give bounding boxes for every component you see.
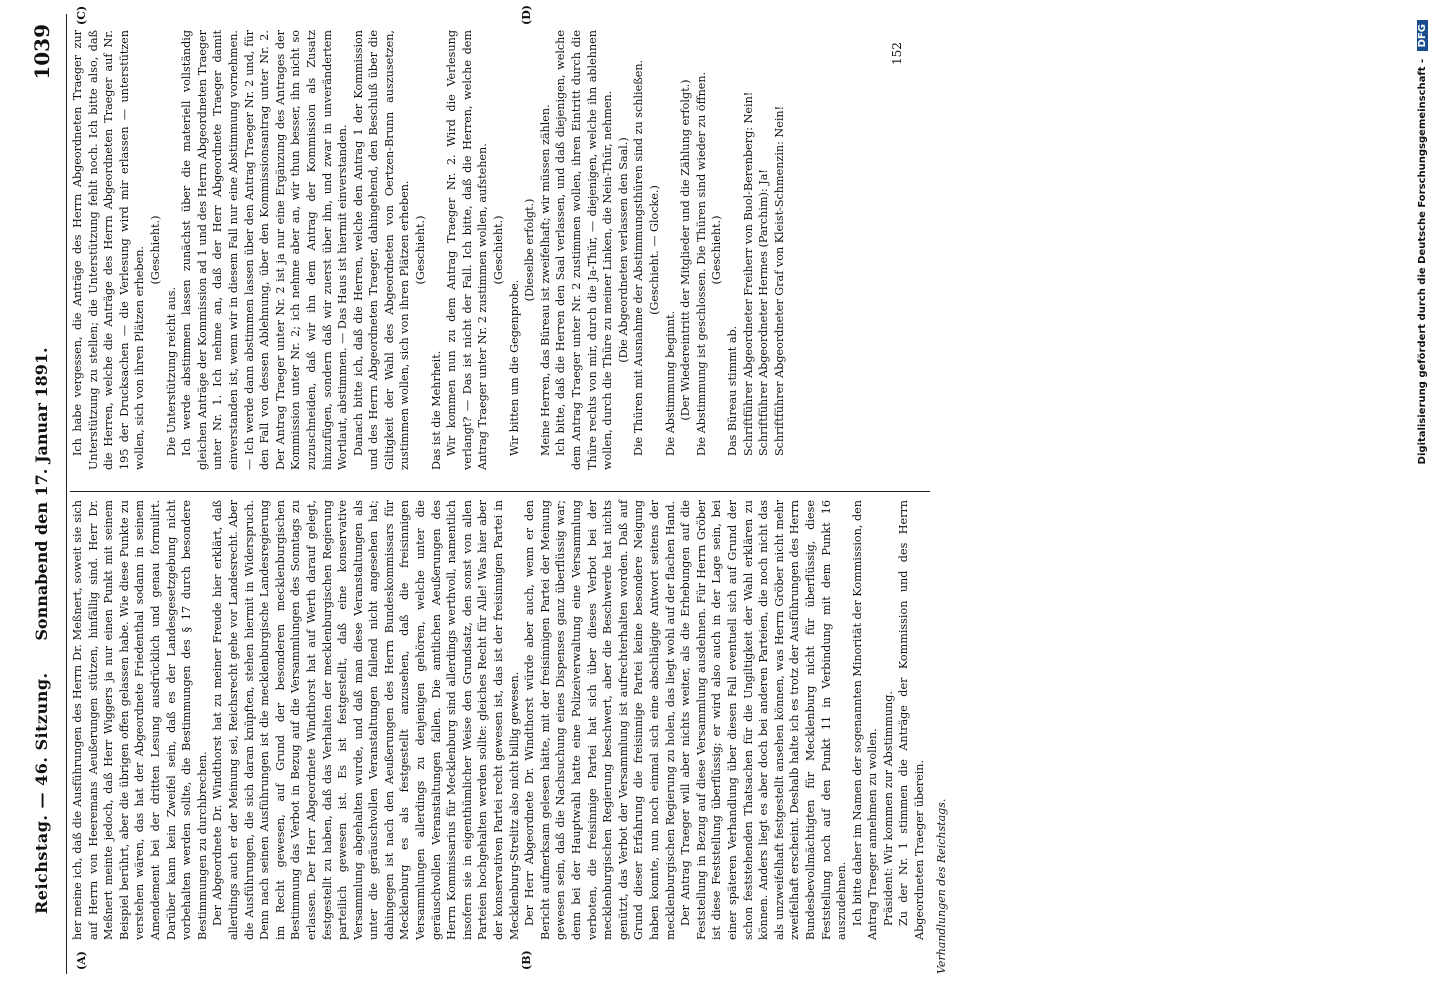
paragraph: Der Antrag Traeger will aber nichts weiter, als die Erhebungen auf die Feststellung in Bezug auf diese Versammlung ausdehnen. Für Herrn Gröber ist diese Feststellung überflüssig; er wird also auch in der Lage sein, bei einer späteren Verhandlung über diesen Fall eventuell sich auf Grund der schon feststehenden Thatsachen für die Ungiltigkeit der Wahl erklären zu können. Anders liegt es aber doch bei anderen Parteien, die noch nicht das als unzweifelhaft festgestellt ansehen können, was Herrn Gröber nicht mehr zweifelhaft erscheint. Deshalb halte ich es trotz der Ausführungen des Herrn Bundesbevollmächtigten für Mecklenburg nicht für überflüssig, diese Feststellung noch auf den Punkt 11 in Verbindung mit dem Punkt 16 auszudehnen.	[679, 500, 849, 940]
stage-direction: (Geschieht.)	[148, 215, 162, 285]
paragraph: Präsident: Wir kommen zur Abstimmung.	[881, 691, 895, 926]
paragraph: Meine Herren, das Büreau ist zweifelhaft; wir müssen zählen.	[538, 104, 552, 456]
paragraph: Schriftführer Abgeordneter Freiherr von Buol-Berenberg: Nein!	[741, 91, 755, 456]
header-session: Reichstag. — 46. Sitzung.	[32, 672, 51, 914]
paragraph: Die Abstimmung beginnt.	[663, 310, 677, 456]
paragraph: Wir bitten um die Gegenprobe.	[507, 279, 521, 456]
paragraph: Der Herr Abgeordnete Dr. Windthorst würde aber auch, wenn er den Bericht aufmerksam gelesen hätte, mit der freisinnigen Partei der Meinung gewesen sein, daß die Nachsuchung eines Dispenses ganz überflüssig war; denn bei der Hauptwahl hatte eine Polizeiverwaltung eine Versammlung verboten, die freisinnige Partei hat sich über dieses Verbot bei der mecklenburgischen Regierung beschwert, aber die Beschwerde hat nichts genützt, das Verbot der Versammlung ist aufrechterhalten worden. Daß auf Grund dieser Erfahrung die freisinnige Partei keine besondere Neigung haben konnte, nun noch einmal sich eine abschlägige Antwort seitens der mecklenburgischen Regierung zu holen, das liegt wohl auf der flachen Hand.	[523, 500, 677, 940]
stage-direction: (Geschieht.)	[492, 215, 506, 285]
paragraph: Die Thüren mit Ausnahme der Abstimmungsthüren sind zu schließen.	[632, 59, 646, 456]
paragraph: Schriftführer Abgeordneter Hermes (Parchim): Ja!	[757, 169, 771, 456]
paragraph: Der Abgeordnete Dr. Windthorst hat zu meiner Freude hier erklärt, daß allerdings auch er der Meinung sei, Reichsrecht gehe vor Landesrecht. Aber die Ausführungen, die sich daran knüpften, stehen hiermit in Widerspruch. Denn nach seinen Ausführungen ist die mecklenburgische Landesregierung im Recht gewesen, auf Grund der besonderen mecklenburgischen Bestimmung das Verbot in Bezug auf die Versammlungen des Sonntags zu erlassen. Der Herr Abgeordnete Windthorst hat auf Werth darauf gelegt, festgestellt zu haben, daß das Verhalten der mecklenburgischen Regierung parteilich gewesen ist. Es ist festgestellt, daß eine konservative Versammlung abgehalten wurde, und daß man diese Veranstaltungen als unter die geräuschvollen Veranstaltungen fallend nicht angesehen hat; dahingegen ist nach den Aeußerungen des Herrn Bundeskommissars für Mecklenburg es als festgestellt anzusehen, daß die freisinnigen Versammlungen allerdings zu denjenigen gehören, welche unter die geräuschvollen Veranstaltungen fallen. Die amtlichen Aeußerungen des Herrn Kommissarius für Mecklenburg sind allerdings werthvoll, namentlich insofern sie in eigenthümlicher Weise den Grundsatz, den sonst von allen Parteien hochgehalten werden sollte: gleiches Recht für Alle! Was hier aber der konservativen Partei recht gewesen ist, das ist der freisinnigen Partei in Mecklenburg-Strelitz also nicht billig gewesen.	[211, 500, 521, 940]
stage-direction: (Der Wiedereintritt der Mitglieder und die Zählung erfolgt.)	[679, 79, 693, 421]
paragraph: Ich habe vergessen, die Anträge des Herrn Abgeordneten Traeger zur Unterstützung zu stellen; die Unterstützung fehlt noch. Ich bitte also, daß die Herren, welche die Anträge des Herrn Abgeordneten Traeger auf Nr. 195 der Drucksachen — die Verlesung wird mir erlassen — unterstützen wollen, sich von ihren Plätzen erheben.	[71, 30, 147, 470]
header-page-number: 1039	[30, 24, 54, 80]
stage-direction: (Geschieht. — Glocke.)	[647, 185, 661, 315]
margin-marker-d: (D)	[520, 5, 533, 25]
stage-direction: (Die Abgeordneten verlassen den Saal.)	[616, 137, 630, 363]
header-date: Sonnabend den 17. Januar 1891.	[32, 347, 51, 641]
paragraph: Das ist die Mehrheit.	[429, 350, 443, 470]
left-column	[70, 500, 932, 940]
footer-note: Verhandlungen des Reichstags.	[935, 798, 948, 974]
paragraph: Ich bitte, daß die Herren den Saal verlassen, und daß diejenigen, welche dem Antrag Traeger unter Nr. 2 zustimmen wollen, ihren Eintritt durch die Thüre rechts von mir, durch die Ja-Thür, — diejenigen, welche ihn ablehnen wollen, durch die Thüre zu meiner Linken, die Nein-Thür, nehmen.	[554, 30, 615, 470]
paragraph: Ich werde abstimmen lassen zunächst über die materiell vollständig gleichen Anträge der Kommission ad 1 und des Herrn Abgeordneten Traeger unter Nr. 1. Ich nehme an, daß der Herr Abgeordnete Traeger damit einverstanden ist, wenn wir in diesem Fall nur eine Abstimmung vornehmen. — Ich werde dann abstimmen lassen über den Antrag Traeger Nr. 2 und, für den Fall von dessen Ablehnung, über den Kommissionsantrag unter Nr. 2. Der Antrag Traeger unter Nr. 2 ist ja nur eine Ergänzung des Antrages der Kommission unter Nr. 2; ich nehme aber an, wir thun besser, ihn nicht so zuzuschneiden, daß wir ihn dem Antrag der Kommission als Zusatz hinzufügen, sondern daß wir zuerst über ihn, und zwar in unverändertem Wortlaut, abstimmen. — Das Haus ist hiermit einverstanden.	[180, 30, 350, 470]
paragraph: Das Büreau stimmt ab.	[725, 325, 739, 456]
column-divider	[70, 491, 930, 492]
margin-marker-c: (C)	[75, 5, 88, 25]
digitization-text: Digitalisierung gefördert durch die Deutsche Forschungsgemeinschaft -	[1417, 58, 1428, 465]
paragraph: Die Abstimmung ist geschlossen. Die Thüren sind wieder zu öffnen.	[694, 71, 708, 456]
paragraph: her meine ich, daß die Ausführungen des Herrn Dr. Meßnert, soweit sie sich auf Herrn von Heeremans Aeußerungen stützen, hinfällig sind. Herr Dr. Meßnert meinte jedoch, daß Herr Wiggers ja nur einen Punkt mit seinem Beispiel berührt, aber die übrigen offen gelassen habe. Wie diese Punkte zu verstehen wären, das hat der Abgeordnete Friedenthal sodann in seinem Amendement bei der dritten Lesung ausdrücklich und genau formulirt. Darüber kann kein Zweifel sein, daß es der Landesgesetzgebung nicht vorbehalten werden sollte, die Bestimmungen des § 17 durch besondere Bestimmungen zu durchbrechen.	[71, 500, 209, 940]
paragraph: Ich bitte daher im Namen der sogenannten Minorität der Kommission, den Antrag Traeger annehmen zu wollen.	[850, 500, 880, 940]
stage-direction: (Geschieht.)	[710, 215, 724, 285]
paragraph: Zu der Nr. 1 stimmen die Anträge der Kommission und des Herrn Abgeordneten Traeger überein.	[897, 500, 927, 940]
page-header	[26, 14, 67, 974]
dfg-logo: DFG	[1417, 20, 1428, 51]
paragraph: Die Unterstützung reicht aus.	[164, 286, 178, 456]
margin-marker-b: (B)	[520, 950, 533, 970]
right-column	[70, 30, 786, 470]
paragraph: Danach bitte ich, daß die Herren, welche den Antrag 1 der Kommission und des Herrn Abgeordneten Traeger, dahingehend, den Beschluß über die Giltigkeit der Wahl des Abgeordneten von Oertzen-Brunn auszusetzen, zustimmen wollen, sich von ihren Plätzen erheben.	[351, 30, 412, 470]
paragraph: Wir kommen nun zu dem Antrag Traeger Nr. 2. Wird die Verlesung verlangt? — Das ist nicht der Fall. Ich bitte, daß die Herren, welche dem Antrag Traeger unter Nr. 2 zustimmen wollen, aufstehen.	[445, 30, 490, 470]
paragraph: Schriftführer Abgeordneter Graf von Kleist-Schmenzin: Nein!	[772, 105, 786, 456]
margin-marker-a: (A)	[75, 951, 88, 970]
stage-direction: (Geschieht.)	[414, 215, 428, 285]
digitization-note	[1417, 20, 1428, 980]
sheet-number: 152	[890, 42, 904, 65]
stage-direction: (Dieselbe erfolgt.)	[523, 198, 537, 302]
